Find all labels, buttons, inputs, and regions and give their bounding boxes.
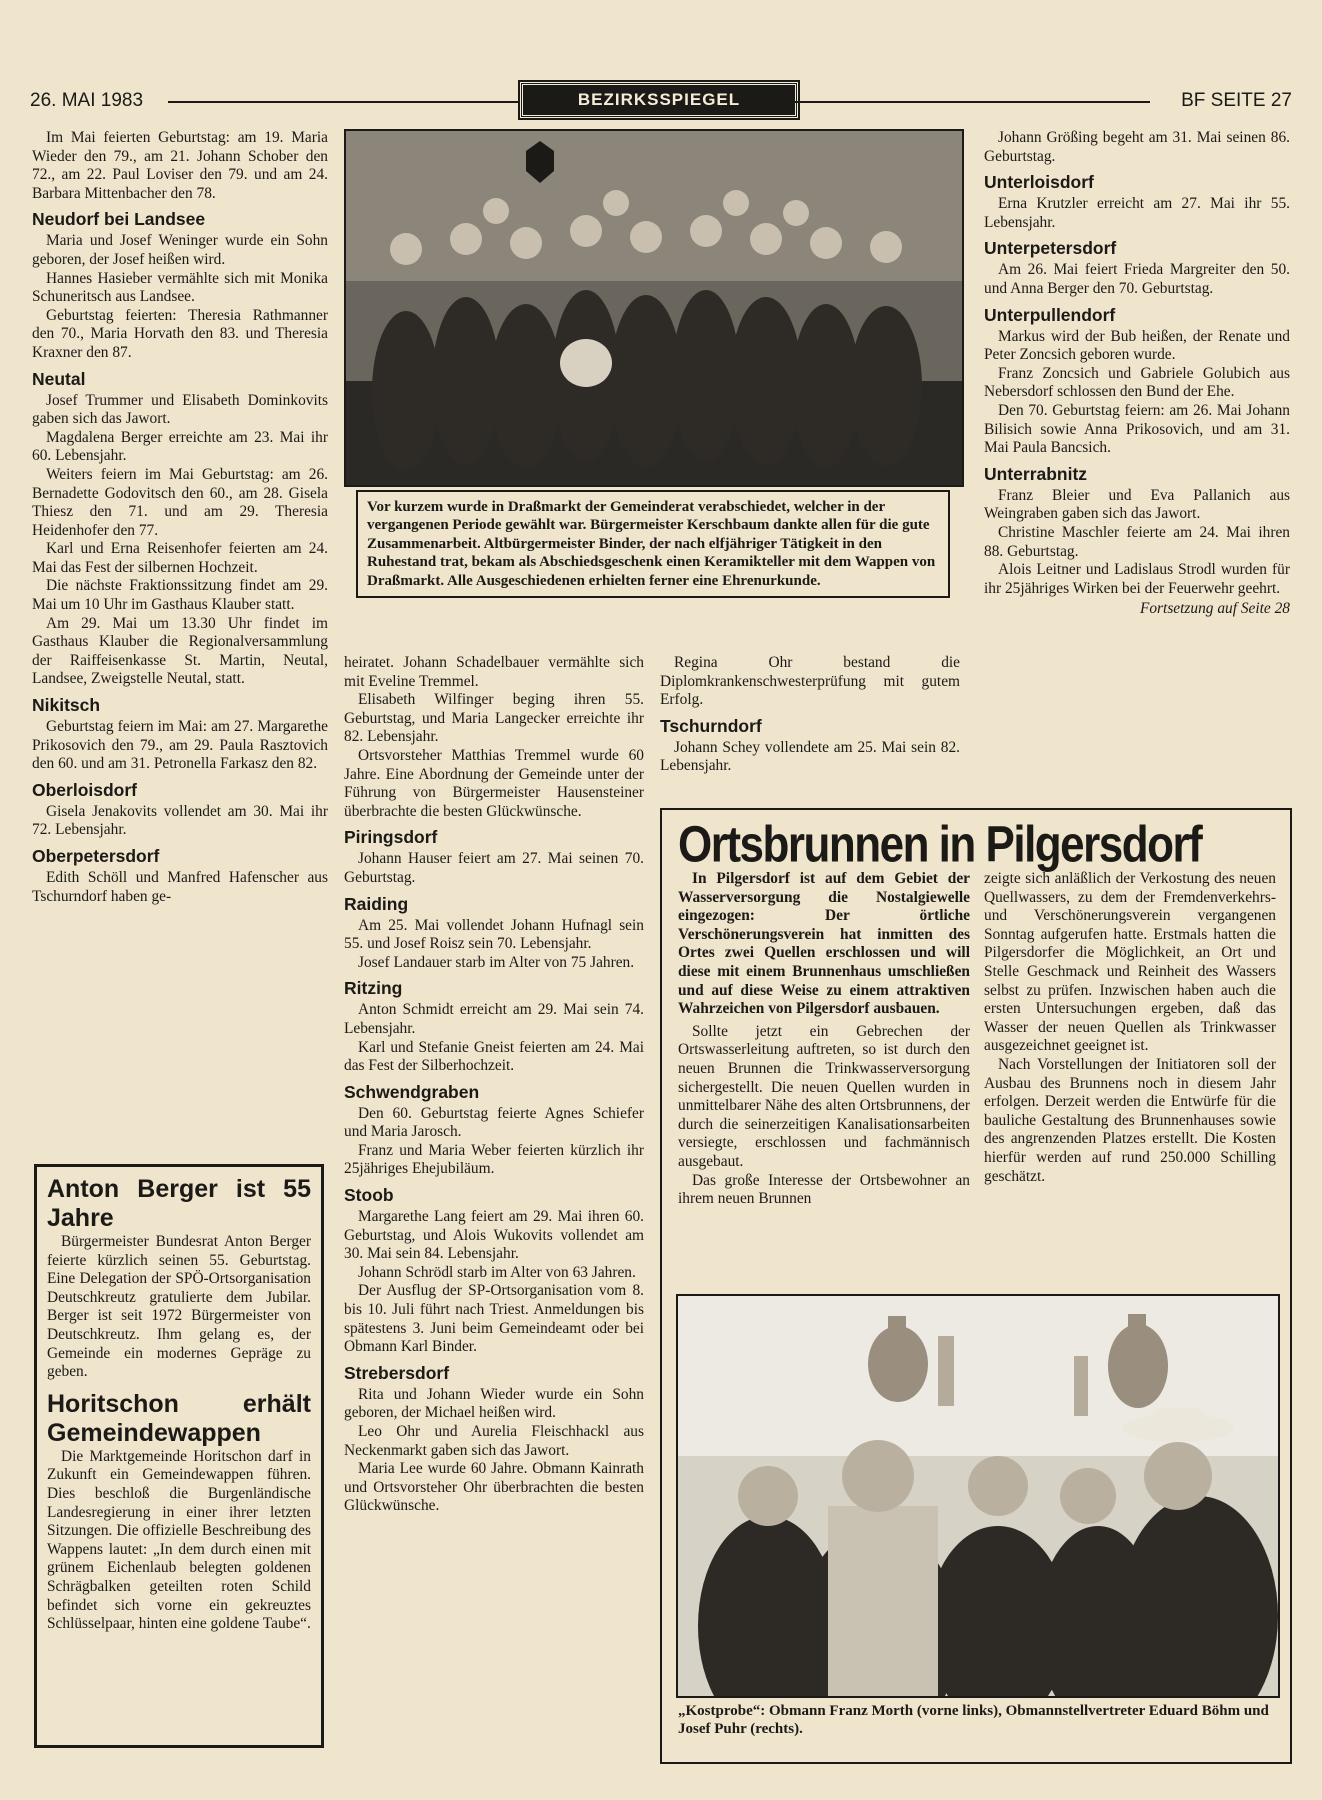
heading-raiding: Raiding bbox=[344, 893, 409, 914]
column-1 bbox=[32, 129, 328, 906]
paragraph: Das große Interesse der Ortsbewohner an ihrem neuen Brunnen bbox=[678, 1171, 970, 1208]
paragraph: heiratet. Johann Schadelbauer vermählte sich mit Eveline Tremmel. bbox=[344, 654, 644, 690]
paragraph: Weiters feiern im Mai Geburtstag: am 26. Bernadette Godovitsch den 60., am 28. Gisela Thiesz den 71. und am 29. Theresia Heidenhofer den 77. bbox=[32, 465, 328, 539]
paragraph: Markus wird der Bub heißen, der Renate und Peter Zoncsich geboren wurde. bbox=[984, 327, 1290, 364]
paragraph: Gisela Jenakovits vollendet am 30. Mai ihr 72. Lebensjahr. bbox=[32, 802, 328, 839]
paragraph: Rita und Johann Wieder wurde ein Sohn geboren, der Michael heißen wird. bbox=[344, 1385, 644, 1422]
photo-group-illustration bbox=[346, 131, 962, 485]
paragraph: Anton Schmidt erreicht am 29. Mai sein 74. Lebensjahr. bbox=[344, 1001, 644, 1037]
horitschon-headline: Horitschon erhält Gemeindewappen bbox=[47, 1389, 311, 1447]
paragraph: Am 25. Mai vollendet Johann Hufnagl sein 55. und Josef Roisz sein 70. Lebensjahr. bbox=[344, 916, 644, 953]
paragraph: Johann Schrödl starb im Alter von 63 Jahren. bbox=[358, 1263, 636, 1281]
paragraph: Den 60. Geburtstag feierte Agnes Schiefer und Maria Jarosch. bbox=[344, 1104, 644, 1141]
page-number: BF SEITE 27 bbox=[1181, 90, 1292, 111]
photo-gemeinderat-caption: Vor kurzem wurde in Draßmarkt der Gemeinderat verabschiedet, welcher in der vergangenen Periode gewählt war. Bürgermeister Kerschbaum dankte allen für die gute Zusammenarbeit. Altbürgermeister Binder, der nach elfjähriger Tätigkeit in den Ruhestand trat, bekam als Abschiedsgeschenk einen Keramikteller mit dem Wappen von Draßmarkt. Alle Ausgeschiedenen erhielten ferner eine Ehrenurkunde. bbox=[356, 490, 950, 598]
heading-piringsdorf: Piringsdorf bbox=[344, 827, 438, 848]
paragraph: Sollte jetzt ein Gebrechen der Ortswasserleitung auftreten, so ist durch den neuen Brunnen die Trinkwasserversorgung sichergestellt. Die neuen Quellen wurden in unmittelbarer Nähe des alten Ortsbrunnens, der durch die seinerzeitigen Kanalisationsarbeiten versiegte, erschlossen und fachmännisch ausgebaut. bbox=[678, 1022, 970, 1170]
paragraph: Der Ausflug der SP-Ortsorganisation vom 8. bis 10. Juli führt nach Triest. Anmeldungen bis spätestens 3. Juni beim Gemeindeamt oder bei Obmann Karl Binder. bbox=[344, 1282, 644, 1356]
paragraph: Franz Zoncsich und Gabriele Golubich aus Nebersdorf schlossen den Bund der Ehe. bbox=[984, 364, 1290, 401]
column-3 bbox=[660, 654, 960, 776]
photo-kostprobe-illustration bbox=[678, 1296, 1278, 1696]
heading-unterpullendorf: Unterpullendorf bbox=[984, 304, 1116, 325]
heading-unterpetersdorf: Unterpetersdorf bbox=[984, 238, 1117, 259]
paragraph: Karl und Erna Reisenhofer feierten am 24. Mai das Fest der silbernen Hochzeit. bbox=[32, 540, 328, 576]
continuation-note: Fortsetzung auf Seite 28 bbox=[1139, 600, 1290, 618]
column-2 bbox=[344, 654, 644, 1516]
paragraph: Elisabeth Wilfinger beging ihren 55. Geburtstag, und Maria Langecker erreichte ihr 82. Lebensjahr. bbox=[344, 691, 644, 746]
paragraph: Nach Vorstellungen der Initiatoren soll der Ausbau des Brunnens noch in diesem Jahr erfolgen. Derzeit werden die Entwürfe für die bauliche Gestaltung des Brunnenhauses sowie des angrenzenden Platzes erstellt. Die Kosten hierfür werden auf rund 250.000 Schilling geschätzt. bbox=[984, 1055, 1276, 1185]
anton-headline: Anton Berger ist 55 Jahre bbox=[47, 1175, 311, 1232]
horitschon-text: Die Marktgemeinde Horitschon darf in Zukunft ein Gemeindewappen führen. Dies beschloß die Burgenländische Landesregierung in einer ihrer letzten Sitzungen. Die offizielle Beschreibung des Wappens lautet: „In dem durch einen mit grünem Eichenlaub belegten goldenen Schrägbalken geteilten roten Schild befindet sich vorne ein gekreuztes Schlüsselpaar, hinten eine goldene Taube“. bbox=[47, 1447, 311, 1633]
paragraph: Leo Ohr und Aurelia Fleischhackl aus Neckenmarkt gaben sich das Jawort. bbox=[344, 1423, 644, 1459]
heading-neudorf: Neudorf bei Landsee bbox=[32, 209, 206, 230]
heading-strebersdorf: Strebersdorf bbox=[344, 1362, 450, 1383]
paragraph: Josef Trummer und Elisabeth Dominkovits gaben sich das Jawort. bbox=[32, 391, 328, 428]
boxed-articles bbox=[34, 1164, 324, 1748]
ortsbrunnen-col-right bbox=[984, 870, 1276, 1186]
column-4 bbox=[984, 129, 1290, 619]
paragraph: Am 26. Mai feiert Frieda Margreiter den 50. und Anna Berger den 70. Geburtstag. bbox=[984, 261, 1290, 297]
paragraph: Am 29. Mai um 13.30 Uhr findet im Gasthaus Klauber die Regionalversammlung der Raiffeisenkasse St. Martin, Neutal, Landsee, Zweigstelle Neutal, statt. bbox=[32, 614, 328, 688]
section-title: BEZIRKSSPIEGEL bbox=[520, 82, 798, 118]
heading-unterloisdorf: Unterloisdorf bbox=[984, 172, 1094, 193]
heading-oberloisdorf: Oberloisdorf bbox=[32, 779, 138, 800]
paragraph: Regina Ohr bestand die Diplomkrankenschwesterprüfung mit gutem Erfolg. bbox=[660, 654, 960, 709]
paragraph: Christine Maschler feierte am 24. Mai ihren 88. Geburtstag. bbox=[984, 523, 1290, 560]
paragraph: Geburtstag feierten: Theresia Rathmanner den 70., Maria Horvath den 83. und Theresia Kraxner den 87. bbox=[32, 306, 328, 361]
paragraph: Maria und Josef Weninger wurde ein Sohn geboren, der Josef heißen wird. bbox=[32, 232, 328, 268]
paragraph: Franz und Maria Weber feierten kürzlich ihr 25jähriges Ehejubiläum. bbox=[344, 1141, 644, 1178]
paragraph: Erna Krutzler erreicht am 27. Mai ihr 55. Lebensjahr. bbox=[984, 195, 1290, 231]
paragraph: Alois Leitner und Ladislaus Strodl wurden für ihr 25jähriges Wirken bei der Feuerwehr geehrt. bbox=[984, 561, 1290, 597]
intro-text: Im Mai feierten Geburtstag: am 19. Maria Wieder den 79., am 21. Johann Schober den 72., am 22. Paul Loviser den 79. und am 24. Barbara Mittenbacher den 78. bbox=[32, 129, 328, 202]
heading-nikitsch: Nikitsch bbox=[32, 695, 101, 716]
heading-oberpetersdorf: Oberpetersdorf bbox=[32, 846, 160, 866]
paragraph: Geburtstag feiern im Mai: am 27. Margarethe Prikosovich den 79., am 29. Paula Rasztovich den 60. und am 31. Petronella Farkasz den 82. bbox=[32, 718, 328, 773]
photo-kostprobe bbox=[676, 1294, 1280, 1698]
paragraph: Margarethe Lang feiert am 29. Mai ihren 60. Geburtstag, und Alois Wukovits vollendet am 30. Mai sein 84. Lebensjahr. bbox=[344, 1208, 644, 1263]
header-rule-left bbox=[168, 101, 518, 103]
ortsbrunnen-headline: Ortsbrunnen in Pilgersdorf bbox=[678, 816, 1202, 874]
anton-article bbox=[47, 1175, 311, 1634]
paragraph: Johann Schey vollendete am 25. Mai sein 82. Lebensjahr. bbox=[660, 738, 960, 775]
heading-unterrabnitz: Unterrabnitz bbox=[984, 463, 1088, 484]
ortsbrunnen-col-left bbox=[678, 870, 970, 1209]
paragraph: Magdalena Berger erreichte am 23. Mai ihr 60. Lebensjahr. bbox=[32, 428, 328, 465]
paragraph: Hannes Hasieber vermählte sich mit Monika Schuneritsch aus Landsee. bbox=[32, 269, 328, 306]
paragraph: Karl und Stefanie Gneist feierten am 24. Mai das Fest der Silberhochzeit. bbox=[344, 1038, 644, 1075]
paragraph: Die nächste Fraktionssitzung findet am 29. Mai um 10 Uhr im Gasthaus Klauber statt. bbox=[32, 577, 328, 614]
heading-ritzing: Ritzing bbox=[344, 978, 403, 999]
ortsbrunnen-lead: In Pilgersdorf ist auf dem Gebiet der Wasserversorgung die Nostalgiewelle eingezogen: Der örtliche Verschönerungsverein hat inmitten des Ortes zwei Quellen erschlossen und will diese mit einem Brunnenhaus umschließen und auf diese Weise zu einem attraktiven Wahrzeichen von Pilgersdorf ausbauen. bbox=[678, 870, 970, 1018]
paragraph: Ortsvorsteher Matthias Tremmel wurde 60 Jahre. Eine Abordnung der Gemeinde unter der Führung von Bürgermeister Hausensteiner überbrachte die besten Glückwünsche. bbox=[344, 746, 644, 820]
paragraph: Edith Schöll und Manfred Hafenscher aus Tschurndorf haben ge- bbox=[32, 869, 328, 905]
paragraph: Franz Bleier und Eva Pallanich aus Weingraben gaben sich das Jawort. bbox=[984, 486, 1290, 523]
heading-schwendgraben: Schwendgraben bbox=[344, 1081, 480, 1102]
header-rule-right bbox=[794, 101, 1150, 103]
paragraph: Den 70. Geburtstag feiern: am 26. Mai Johann Bilisich sowie Anna Prikosovich, und am 31. Mai Paula Bancsich. bbox=[984, 401, 1290, 457]
paragraph: Maria Lee wurde 60 Jahre. Obmann Kainrath und Ortsvorsteher Ohr überbrachten die besten Glückwünsche. bbox=[344, 1460, 644, 1515]
photo-gemeinderat bbox=[344, 129, 964, 487]
anton-text: Bürgermeister Bundesrat Anton Berger feierte kürzlich seinen 55. Geburtstag. Eine Delegation der SPÖ-Ortsorganisation Deutschkreutz gratulierte dem Jubilar. Berger ist seit 1972 Bürgermeister von Deutschkreutz. Ihm gelang es, der Gemeinde ein modernes Gepräge zu geben. bbox=[47, 1233, 311, 1381]
paragraph: Johann Größing begeht am 31. Mai seinen 86. Geburtstag. bbox=[984, 129, 1290, 165]
heading-neutal: Neutal bbox=[32, 368, 86, 389]
heading-tschurndorf: Tschurndorf bbox=[660, 715, 762, 736]
paragraph: Josef Landauer starb im Alter von 75 Jahren. bbox=[358, 953, 635, 971]
issue-date: 26. MAI 1983 bbox=[30, 90, 144, 111]
paragraph: zeigte sich anläßlich der Verkostung des neuen Quellwassers, zu dem der Fremdenverkehrs- und Verschönerungsverein vergangenen Sonntag aufgerufen hatte. Erstmals hatten die Pilgersdorfer die Möglichkeit, an Ort und Stelle Geschmack und Reinheit des Wassers selbst zu prüfen. Inzwischen haben auch die ersten Untersuchungen ergeben, daß das Wasser der neuen Quellen als Trinkwasser ausgezeichnet geeignet ist. bbox=[984, 870, 1276, 1055]
ortsbrunnen-article bbox=[660, 808, 1292, 1764]
paragraph: Johann Hauser feiert am 27. Mai seinen 70. Geburtstag. bbox=[344, 850, 644, 886]
heading-stoob: Stoob bbox=[344, 1185, 394, 1206]
photo-kostprobe-caption: „Kostprobe“: Obmann Franz Morth (vorne links), Obmannstellvertreter Eduard Böhm und Josef Puhr (rechts). bbox=[678, 1703, 1269, 1738]
